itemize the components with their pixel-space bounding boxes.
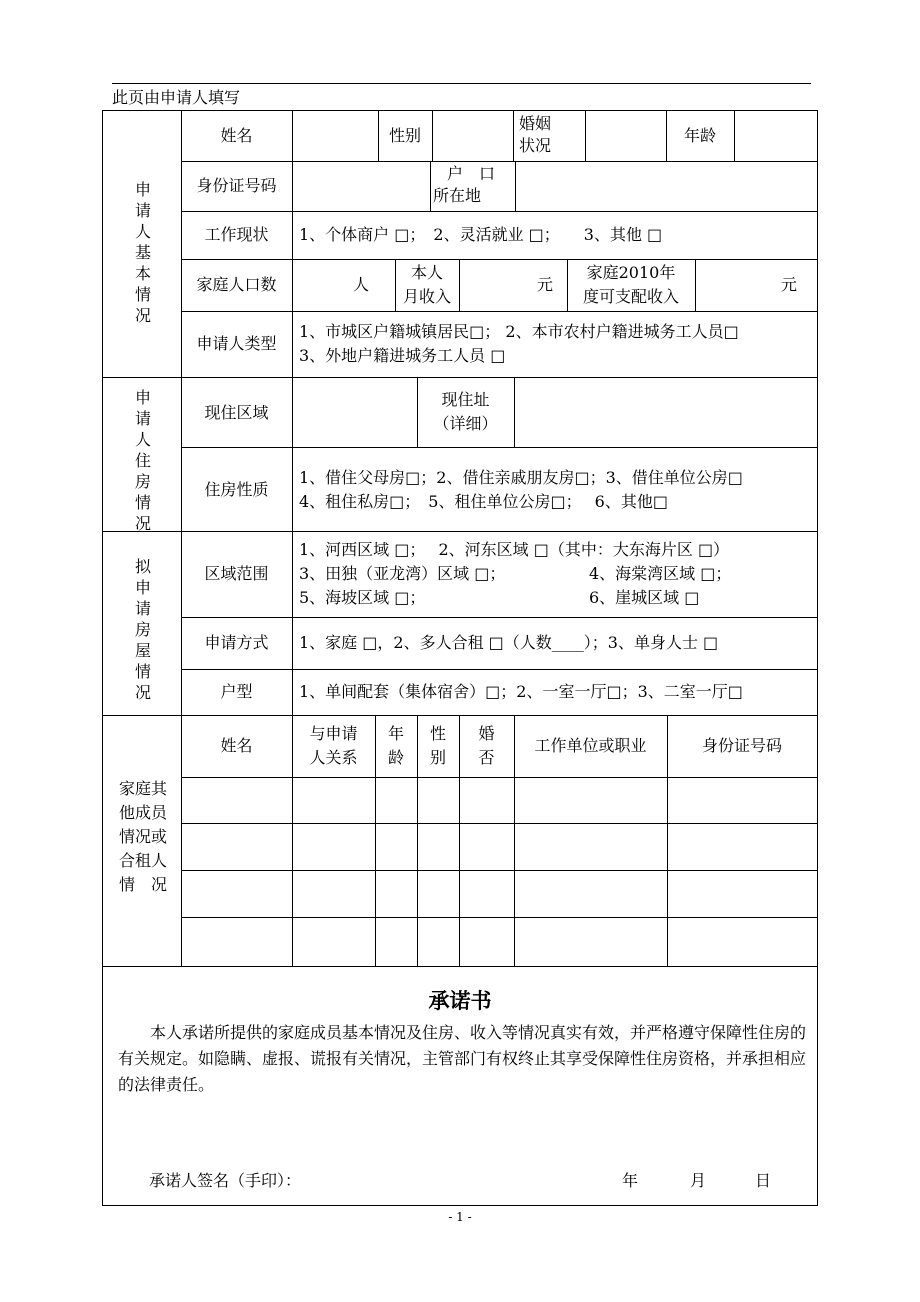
divider (181, 259, 817, 260)
pledge-body: 本人承诺所提供的家庭成员基本情况及住房、收入等情况真实有效，并严格遵守保障性住房的有关规定。如隐瞒、虚报、谎报有关情况，主管部门有权终止其享受保障性住房资格，并承担相应的法律责任。 (118, 1023, 807, 1094)
family-size-label: 家庭人口数 (196, 275, 277, 294)
applicant-type-option[interactable]: 1、市城区户籍城镇居民□； 2、本市农村户籍进城务工人员□ (299, 322, 739, 341)
section-family-members: 家庭其 他成员 情况或 合租人 情 况 (118, 779, 167, 894)
section-applicant-basic: 申请人基本情况 (134, 180, 151, 325)
unit-type-label: 户型 (220, 682, 253, 701)
region-option[interactable]: 4、海棠湾区域 □； (589, 564, 732, 583)
signature-year: 年 (622, 1171, 639, 1190)
divider (513, 111, 514, 161)
header-note: 此页由申请人填写 (112, 88, 241, 107)
gender-header: 性 别 (429, 724, 446, 767)
section-proposed-housing: 拟申请房屋情况 (134, 557, 151, 702)
divider (292, 111, 293, 377)
divider (181, 669, 817, 670)
yuan-unit: 元 (537, 275, 554, 294)
region-option[interactable]: 1、河西区域 □； 2、河东区域 □（其中：大东海片区 □） (299, 540, 730, 559)
application-method-options[interactable]: 1、家庭 □，2、多人合租 □（人数____）；3、单身人士 □ (299, 633, 719, 652)
page-number: - 1 - (448, 1210, 472, 1224)
divider (734, 111, 735, 161)
signature-day: 日 (755, 1171, 772, 1190)
divider (181, 211, 817, 212)
section-applicant-housing: 申请人住房情况 (134, 388, 151, 533)
person-unit: 人 (353, 275, 370, 294)
region-option[interactable]: 5、海坡区域 □； (299, 588, 426, 607)
current-address-label: 现住址 （详细） (433, 390, 498, 433)
divider (181, 870, 817, 871)
divider (103, 377, 817, 378)
divider (459, 259, 460, 311)
age-header: 年 龄 (387, 724, 404, 767)
application-method-label: 申请方式 (204, 633, 269, 652)
divider (181, 161, 817, 162)
family-id-header: 身份证号码 (701, 736, 782, 755)
id-number-label: 身份证号码 (196, 176, 277, 195)
housing-nature-label: 住房性质 (204, 480, 269, 499)
housing-nature-option[interactable]: 4、租住私房□； 5、租住单位公房□； 6、其他□ (299, 492, 668, 511)
divider (585, 111, 586, 161)
hukou-label: 户 口 所在地 (433, 164, 496, 205)
yuan-unit: 元 (781, 275, 798, 294)
divider (181, 617, 817, 618)
divider (181, 917, 817, 918)
marital-status-label: 婚姻 状况 (519, 114, 552, 155)
divider (514, 377, 515, 447)
signature-label: 承诺人签名（手印）： (149, 1171, 302, 1190)
relation-header: 与申请 人关系 (309, 724, 358, 767)
divider (181, 777, 817, 778)
gender-label: 性别 (388, 126, 421, 145)
age-label: 年龄 (683, 126, 716, 145)
divider (292, 377, 293, 531)
monthly-income-label: 本人 月收入 (402, 263, 451, 306)
work-status-label: 工作现状 (204, 225, 269, 244)
divider (181, 447, 817, 448)
married-header: 婚 否 (478, 724, 495, 767)
applicant-type-label: 申请人类型 (196, 334, 277, 353)
household-income-label: 家庭2010年 度可支配收入 (582, 263, 679, 306)
region-option[interactable]: 6、崖城区域 □ (589, 588, 700, 607)
divider (292, 531, 293, 715)
divider (181, 311, 817, 312)
housing-nature-option[interactable]: 1、借住父母房□；2、借住亲戚朋友房□；3、借住单位公房□ (299, 468, 743, 487)
pledge-title: 承诺书 (428, 988, 492, 1013)
divider (103, 715, 817, 716)
applicant-type-option[interactable]: 3、外地户籍进城务工人员 □ (299, 346, 506, 365)
divider (695, 259, 696, 311)
unit-type-options[interactable]: 1、单间配套（集体宿舍）□；2、一室一厅□；3、二室一厅□ (299, 682, 743, 701)
top-rule (112, 83, 811, 84)
region-option[interactable]: 3、田独（亚龙湾）区域 □； (299, 564, 506, 583)
divider (181, 823, 817, 824)
region-scope-label: 区域范围 (204, 564, 269, 583)
divider (432, 111, 433, 161)
divider (103, 531, 817, 532)
divider (430, 161, 431, 211)
employer-header: 工作单位或职业 (534, 736, 647, 755)
work-status-options[interactable]: 1、个体商户 □； 2、灵活就业 □； 3、其他 □ (299, 225, 663, 244)
divider (103, 966, 817, 967)
divider (515, 161, 516, 211)
family-name-header: 姓名 (220, 736, 253, 755)
signature-month: 月 (690, 1171, 707, 1190)
current-area-label: 现住区域 (204, 403, 269, 422)
name-label: 姓名 (220, 126, 253, 145)
